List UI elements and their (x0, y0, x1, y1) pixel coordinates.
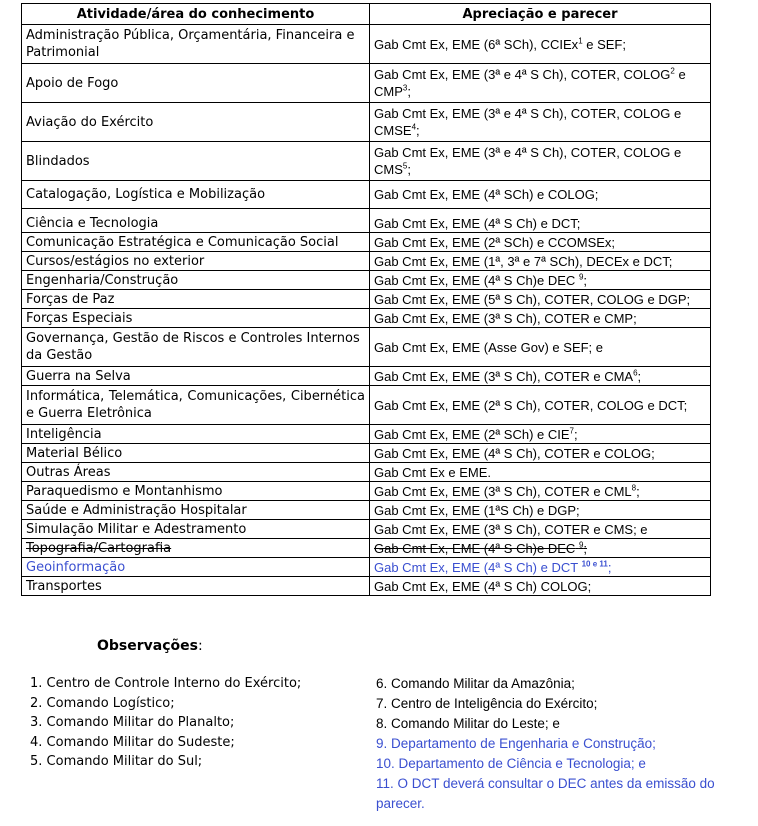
activity-cell: Catalogação, Logística e Mobilização (22, 181, 370, 209)
list-item: 2. Comando Logístico; (30, 695, 175, 711)
appraisal-cell: Gab Cmt Ex, EME (6ª SCh), CCIEx$^1$ e SEF; (370, 25, 711, 64)
appraisal-cell: Gab Cmt Ex, EME (3ª e 4ª S Ch), COTER, COLOG$^2$ e CMP$^3$; (370, 64, 711, 103)
appraisal-cell: Gab Cmt Ex, EME (3ª e 4ª S Ch), COTER, COLOG e CMS$^5$; (370, 142, 711, 181)
table-row (22, 577, 711, 596)
list-item: 1. Centro de Controle Interno do Exército; (30, 676, 302, 691)
table-row (22, 252, 711, 271)
table-row (22, 367, 711, 386)
activity-cell: Material Bélico (22, 444, 370, 463)
appraisal-cell: Gab Cmt Ex, EME (Asse Gov) e SEF; e (370, 328, 711, 367)
observations-left-list (30, 674, 360, 772)
appraisal-cell: Gab Cmt Ex, EME (1ª, 3ª e 7ª SCh), DECEx e DCT; (370, 252, 711, 271)
appraisal-cell: Gab Cmt Ex, EME (3ª S Ch), COTER e CMS; e (370, 520, 711, 539)
appraisal-cell: Gab Cmt Ex, EME (2ª SCh) e CIE$^7$; (370, 425, 711, 444)
appraisal-cell: Gab Cmt Ex, EME (4ª S Ch) e DCT; (370, 209, 711, 233)
table-row (22, 271, 711, 290)
activity-cell: Apoio de Fogo (22, 64, 370, 103)
activity-cell-inserted: Geoinformação (22, 558, 370, 577)
appraisal-cell: Gab Cmt Ex, EME (2ª SCh) e CCOMSEx; (370, 233, 711, 252)
activity-cell: Administração Pública, Orçamentária, Financeira e Patrimonial (22, 25, 370, 64)
observations-title: Observações: (97, 638, 203, 654)
appraisal-cell: Gab Cmt Ex, EME (3ª S Ch), COTER e CMA$^6$; (370, 367, 711, 386)
appraisal-cell: Gab Cmt Ex, EME (4ª S Ch) COLOG; (370, 577, 711, 596)
activity-cell: Comunicação Estratégica e Comunicação Social (22, 233, 370, 252)
appraisal-cell: Gab Cmt Ex, EME (3ª S Ch), COTER e CMP; (370, 309, 711, 328)
header-activity: Atividade/área do conhecimento (22, 4, 370, 25)
activity-cell: Aviação do Exército (22, 103, 370, 142)
appraisal-cell-struck: Gab Cmt Ex, EME (4ª S Ch)e DEC $^9$; (370, 539, 711, 558)
activity-cell: Forças de Paz (22, 290, 370, 309)
observations-right-list (376, 674, 746, 814)
list-item: 7. Centro de Inteligência do Exército; (376, 696, 598, 711)
activity-cell: Governança, Gestão de Riscos e Controles Internos da Gestão (22, 328, 370, 367)
list-item-inserted: 10. Departamento de Ciência e Tecnologia; e (376, 756, 646, 771)
table-row (22, 520, 711, 539)
table-row (22, 309, 711, 328)
table-row (22, 25, 711, 64)
table-row-struck (22, 539, 711, 558)
activity-cell: Simulação Militar e Adestramento (22, 520, 370, 539)
activity-cell: Transportes (22, 577, 370, 596)
appraisal-cell: Gab Cmt Ex, EME (1ªS Ch) e DGP; (370, 501, 711, 520)
table-row (22, 64, 711, 103)
table-row (22, 425, 711, 444)
appraisal-cell: Gab Cmt Ex, EME (3ª S Ch), COTER e CML$^8$; (370, 482, 711, 501)
activity-cell: Outras Áreas (22, 463, 370, 482)
table-row (22, 103, 711, 142)
activity-cell: Engenharia/Construção (22, 271, 370, 290)
list-item: 6. Comando Militar da Amazônia; (376, 676, 575, 691)
table-row (22, 209, 711, 233)
table-row (22, 444, 711, 463)
list-item: 5. Comando Militar do Sul; (30, 754, 203, 769)
table-row-inserted (22, 558, 711, 577)
list-item: 3. Comando Militar do Planalto; (30, 715, 235, 730)
list-item-inserted: 9. Departamento de Engenharia e Construção; (376, 736, 656, 751)
table-row (22, 328, 711, 367)
appraisal-cell-inserted: Gab Cmt Ex, EME (4ª S Ch) e DCT $^{10 e 11}$; (370, 558, 711, 577)
activity-cell: Cursos/estágios no exterior (22, 252, 370, 271)
activity-cell: Saúde e Administração Hospitalar (22, 501, 370, 520)
activity-cell-struck: Topografia/Cartografia (22, 539, 370, 558)
appraisal-cell: Gab Cmt Ex, EME (5ª S Ch), COTER, COLOG e DGP; (370, 290, 711, 309)
table-row (22, 463, 711, 482)
appraisal-cell: Gab Cmt Ex, EME (4ª S Ch), COTER e COLOG; (370, 444, 711, 463)
table-row (22, 482, 711, 501)
activity-cell: Forças Especiais (22, 309, 370, 328)
appraisal-cell: Gab Cmt Ex e EME. (370, 463, 711, 482)
table-row (22, 501, 711, 520)
list-item: 4. Comando Militar do Sudeste; (30, 734, 235, 750)
appraisal-cell: Gab Cmt Ex, EME (3ª e 4ª S Ch), COTER, COLOG e CMSE$^4$; (370, 103, 711, 142)
appraisal-cell: Gab Cmt Ex, EME (4ª SCh) e COLOG; (370, 181, 711, 209)
activity-cell: Inteligência (22, 425, 370, 444)
activity-cell: Blindados (22, 142, 370, 181)
table-row (22, 142, 711, 181)
table-row (22, 290, 711, 309)
table-header-row (22, 4, 711, 25)
activity-cell: Informática, Telemática, Comunicações, Cibernética e Guerra Eletrônica (22, 386, 370, 425)
areas-table (21, 3, 711, 596)
appraisal-cell: Gab Cmt Ex, EME (2ª S Ch), COTER, COLOG e DCT; (370, 386, 711, 425)
table-row (22, 233, 711, 252)
table-row (22, 181, 711, 209)
list-item: 8. Comando Militar do Leste; e (376, 716, 560, 731)
table-row (22, 386, 711, 425)
list-item-inserted: 11. O DCT deverá consultar o DEC antes da emissão do parecer. (376, 776, 715, 811)
activity-cell: Paraquedismo e Montanhismo (22, 482, 370, 501)
appraisal-cell: Gab Cmt Ex, EME (4ª S Ch)e DEC $^9$; (370, 271, 711, 290)
header-appraisal: Apreciação e parecer (370, 4, 711, 25)
activity-cell: Guerra na Selva (22, 367, 370, 386)
activity-cell: Ciência e Tecnologia (22, 209, 370, 233)
